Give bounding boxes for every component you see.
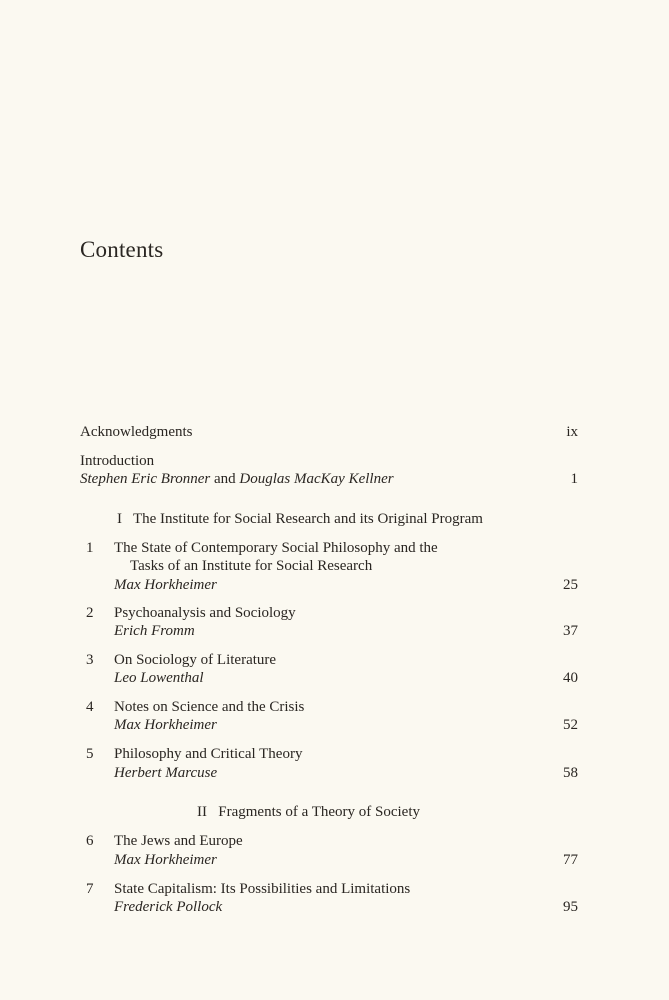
chapter-2-page: 37: [563, 623, 578, 639]
chapter-7-number: 7: [86, 881, 94, 897]
chapter-6-author: Max Horkheimer: [114, 852, 217, 868]
part-numeral: I: [117, 511, 122, 527]
chapter-3-page: 40: [563, 670, 578, 686]
chapter-2-number: 2: [86, 605, 94, 621]
part-title: The Institute for Social Research and its Original Program: [132, 511, 483, 527]
part-numeral: II: [197, 804, 207, 820]
chapter-3-author: Leo Lowenthal: [114, 670, 204, 686]
page-title: Contents: [80, 237, 164, 262]
chapter-5-title: Philosophy and Critical Theory: [114, 746, 303, 762]
entry-introduction-title: Introduction: [80, 453, 155, 469]
chapter-1-title-line1: The State of Contemporary Social Philosophy and the: [114, 540, 438, 556]
chapter-6-number: 6: [86, 833, 94, 849]
chapter-5-number: 5: [86, 746, 94, 762]
chapter-1-number: 1: [86, 540, 94, 556]
entry-acknowledgments-page: ix: [566, 424, 578, 440]
chapter-4-author: Max Horkheimer: [114, 717, 217, 733]
chapter-4-number: 4: [86, 699, 94, 715]
chapter-6-title: The Jews and Europe: [114, 833, 243, 849]
chapter-7-page: 95: [563, 899, 578, 915]
introduction-author-a: Stephen Eric Bronner: [80, 471, 211, 487]
chapter-1-page: 25: [563, 577, 578, 593]
chapter-3-number: 3: [86, 652, 94, 668]
part-title: Fragments of a Theory of Society: [218, 804, 421, 820]
chapter-2-author: Erich Fromm: [114, 623, 195, 639]
entry-acknowledgments-title: Acknowledgments: [80, 424, 193, 440]
entry-introduction-page: 1: [570, 471, 578, 487]
chapter-7-author: Frederick Pollock: [114, 899, 223, 915]
part-heading-2: [197, 803, 420, 821]
chapter-4-title: Notes on Science and the Crisis: [114, 699, 305, 715]
part-heading-1: [117, 510, 483, 528]
chapter-3-title: On Sociology of Literature: [114, 652, 277, 668]
chapter-1-title-line2: Tasks of an Institute for Social Research: [130, 558, 373, 574]
chapter-4-page: 52: [563, 717, 578, 733]
chapter-1-author: Max Horkheimer: [114, 577, 217, 593]
introduction-author-b: Douglas MacKay Kellner: [239, 471, 394, 487]
entry-introduction-authors: [80, 470, 394, 488]
chapter-5-author: Herbert Marcuse: [114, 765, 218, 781]
introduction-and: and: [214, 471, 236, 487]
chapter-6-page: 77: [563, 852, 578, 868]
chapter-2-title: Psychoanalysis and Sociology: [114, 605, 296, 621]
chapter-5-page: 58: [563, 765, 578, 781]
chapter-7-title: State Capitalism: Its Possibilities and Limitations: [114, 881, 411, 897]
